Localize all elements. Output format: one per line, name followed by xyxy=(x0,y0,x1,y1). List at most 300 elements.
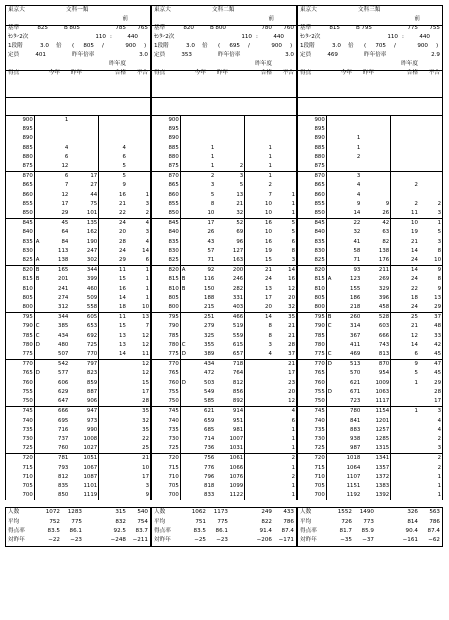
grade-mark xyxy=(34,473,45,482)
table-row xyxy=(152,125,297,134)
score-cell: 825 xyxy=(152,256,181,266)
last-year-cell xyxy=(69,134,98,143)
grade-mark xyxy=(180,303,191,313)
pass-cell: 14 xyxy=(119,351,126,358)
last-year-cell: 13 xyxy=(215,191,244,200)
pass-cell: 10 xyxy=(265,210,272,217)
last-year-cell: 1031 xyxy=(215,444,244,454)
base-a: 815 xyxy=(329,25,340,31)
fail-cell: 20 xyxy=(273,294,297,303)
pass-cell xyxy=(391,426,419,435)
footer-diff xyxy=(5,536,151,546)
fail-cell: 21 xyxy=(127,454,151,464)
score-cell: 805 xyxy=(6,294,35,303)
score-cell: 820 xyxy=(152,266,181,276)
this-year-cell: 12 xyxy=(61,191,69,198)
last-year-cell xyxy=(361,162,390,172)
fail-cell: 10 xyxy=(127,303,151,313)
table-row xyxy=(298,238,443,247)
this-year-cell: 1 xyxy=(45,116,69,126)
table-row xyxy=(6,247,151,256)
last-year-cell: 1061 xyxy=(215,454,244,464)
fail-cell: 35 xyxy=(127,426,151,435)
pass-cell: 3 xyxy=(268,341,272,348)
rate-label: 得点率 xyxy=(154,527,171,534)
fail-cell: 17 xyxy=(127,388,151,397)
score-cell: 725 xyxy=(152,444,181,454)
stage1-open: ( xyxy=(364,43,367,49)
stage1-open: ( xyxy=(218,43,221,49)
last-year-cell: 519 xyxy=(215,322,244,331)
fail-cell: 28 xyxy=(419,388,443,397)
pass-cell: 20 xyxy=(119,229,126,236)
center-row xyxy=(298,33,442,42)
this-year-cell: 389 xyxy=(204,351,215,358)
fail-cell: 15 xyxy=(127,379,151,388)
fail-cell xyxy=(127,116,151,126)
fail-cell xyxy=(419,144,443,153)
score-cell: 860 xyxy=(298,191,327,200)
grade-mark: B xyxy=(326,313,337,323)
score-cell: 865 xyxy=(6,181,35,190)
score-cell: 740 xyxy=(298,417,327,426)
score-cell: 790 xyxy=(152,322,181,331)
score-cell: 755 xyxy=(298,388,327,397)
grade-mark xyxy=(180,191,191,200)
last-year-cell: 1027 xyxy=(69,444,98,454)
column-header-row xyxy=(6,69,150,78)
table-row xyxy=(298,275,443,284)
this-year-cell: 355 xyxy=(204,341,215,348)
last-year-cell: 127 xyxy=(215,247,244,256)
table-row xyxy=(152,313,297,323)
pass-cell: 22 xyxy=(411,285,418,292)
pass-cell xyxy=(391,172,419,182)
grade-mark xyxy=(34,426,45,435)
col-last-year: 昨年 xyxy=(362,70,374,76)
pass-cell xyxy=(245,454,273,464)
table-row xyxy=(152,379,297,388)
grade-mark xyxy=(34,435,45,444)
table-row xyxy=(6,360,151,370)
last-year-cell: 1067 xyxy=(69,464,98,473)
stage1-v2: 900 xyxy=(417,43,428,49)
this-year-cell: 12 xyxy=(61,163,69,170)
pass-cell xyxy=(245,482,273,491)
grade-mark xyxy=(326,209,337,219)
fail-cell xyxy=(273,134,297,143)
col-pass: 合格 xyxy=(260,70,272,76)
grade-mark xyxy=(34,162,45,172)
table-row xyxy=(298,426,443,435)
this-year-cell: 714 xyxy=(204,435,215,442)
last-year-cell xyxy=(215,134,244,143)
pass-cell: 13 xyxy=(265,285,272,292)
grade-mark xyxy=(180,444,191,454)
last-year-cell xyxy=(361,191,390,200)
stage1-v1: 705 xyxy=(375,43,386,49)
grade-mark xyxy=(180,209,191,219)
last-year-cell xyxy=(361,125,390,134)
table-row xyxy=(6,181,151,190)
this-year-cell: 577 xyxy=(58,370,69,377)
last-year-cell: 96 xyxy=(215,238,244,247)
col-prev-year: 昨年度 xyxy=(401,61,418,67)
grade-mark: C xyxy=(181,341,186,348)
grade-mark xyxy=(34,444,45,454)
table-row xyxy=(298,191,443,200)
this-year-cell: 17 xyxy=(191,219,215,229)
prev-year-row xyxy=(298,60,442,69)
pass-cell xyxy=(99,407,127,417)
table-row xyxy=(152,435,297,444)
fail-cell: 8 xyxy=(419,247,443,256)
pass-cell: 4 xyxy=(122,144,126,151)
last-year-cell: 558 xyxy=(69,303,98,313)
score-cell: 850 xyxy=(152,209,181,219)
score-cell: 845 xyxy=(6,219,35,229)
grade-mark xyxy=(326,228,337,237)
table-row xyxy=(6,322,151,331)
last-year-cell: 1392 xyxy=(361,491,390,500)
grade-mark xyxy=(326,379,337,388)
pass-cell: 9 xyxy=(122,182,126,189)
score-cell: 870 xyxy=(6,172,35,182)
score-cell: 840 xyxy=(298,228,327,237)
table-row xyxy=(6,275,151,284)
last-year-cell: 797 xyxy=(69,360,98,370)
score-cell: 815 xyxy=(152,275,181,284)
table-row xyxy=(152,388,297,397)
this-year-cell: 26 xyxy=(207,229,215,236)
table-row xyxy=(298,407,443,417)
score-cell: 880 xyxy=(6,153,35,162)
grade-mark: A xyxy=(35,238,40,245)
this-year-cell: 411 xyxy=(350,341,361,348)
fail-cell: 5 xyxy=(419,228,443,237)
table-row xyxy=(6,417,151,426)
score-cell: 765 xyxy=(6,369,35,378)
last-year-cell: 1122 xyxy=(215,491,244,500)
table-row xyxy=(298,473,443,482)
score-cell: 825 xyxy=(298,256,327,266)
last-year-cell xyxy=(69,144,98,153)
grade-mark xyxy=(180,313,191,323)
last-year-cell: 528 xyxy=(361,313,390,323)
grade-mark xyxy=(34,200,45,209)
base-a: 825 xyxy=(37,25,48,31)
stage1-slash: / xyxy=(248,43,250,49)
avg-this-year: 751 xyxy=(195,518,206,525)
score-cell: 770 xyxy=(6,360,35,370)
grade-mark: B xyxy=(181,276,186,283)
score-table xyxy=(297,115,443,500)
hdr-sep xyxy=(298,97,442,98)
fail-cell: 1 xyxy=(127,285,151,294)
diff-fail: −62 xyxy=(428,537,440,544)
fail-cell: 9 xyxy=(127,491,151,500)
prev-label: 前 xyxy=(268,16,274,22)
pass-cell xyxy=(391,435,419,444)
score-cell: 850 xyxy=(6,209,35,219)
this-year-cell: 2 xyxy=(191,172,215,182)
score-cell: 725 xyxy=(6,444,35,454)
grade-mark xyxy=(326,125,337,134)
pass-cell: 1 xyxy=(268,153,272,160)
last-year-cell: 509 xyxy=(69,294,98,303)
diff-this-year: −22 xyxy=(48,537,60,544)
fail-cell: 10 xyxy=(419,256,443,266)
grade-mark: D xyxy=(181,379,186,386)
this-year-cell xyxy=(337,162,361,172)
grade-mark: C xyxy=(327,323,332,330)
fail-cell: 21 xyxy=(273,322,297,331)
score-cell: 835 xyxy=(298,238,327,247)
score-cell: 890 xyxy=(6,134,35,143)
last-year-cell: 770 xyxy=(69,350,98,360)
score-cell: 820 xyxy=(298,266,327,276)
score-cell: 755 xyxy=(152,388,181,397)
table-row xyxy=(298,482,443,491)
hdr-sep xyxy=(6,97,150,98)
last-year-cell: 951 xyxy=(215,417,244,426)
this-year-cell: 45 xyxy=(45,219,69,229)
this-year-cell: 5 xyxy=(210,191,215,198)
last-year-cell: 135 xyxy=(69,219,98,229)
base-d: 760 xyxy=(283,25,294,31)
fail-cell: 3 xyxy=(127,228,151,237)
pass-cell xyxy=(99,454,127,464)
last-year-cell: 329 xyxy=(361,285,390,294)
this-year-cell: 666 xyxy=(45,407,69,417)
diff-label: 対昨年 xyxy=(154,537,171,544)
this-year-cell: 251 xyxy=(191,313,215,323)
grade-mark xyxy=(34,247,45,256)
this-year-cell: 274 xyxy=(58,294,69,301)
table-row xyxy=(6,294,151,303)
grade-mark xyxy=(326,426,337,435)
people-this-year: 1552 xyxy=(337,509,352,516)
pass-cell: 18 xyxy=(119,304,126,311)
score-cell: 810 xyxy=(298,285,327,294)
table-row xyxy=(152,134,297,143)
last-ratio-label: 昨年倍率 xyxy=(218,52,241,58)
last-year-cell: 1383 xyxy=(361,482,390,491)
last-year-cell: 892 xyxy=(215,397,244,407)
score-cell: 710 xyxy=(6,473,35,482)
grade-mark xyxy=(180,238,191,247)
last-year-cell: 1119 xyxy=(69,491,98,500)
score-cell: 885 xyxy=(298,144,327,153)
pass-cell: 6 xyxy=(122,153,126,160)
diff-pass: −206 xyxy=(256,537,272,544)
fail-cell xyxy=(127,125,151,134)
grade-mark xyxy=(180,134,191,143)
score-cell: 760 xyxy=(152,379,181,388)
this-year-cell: 542 xyxy=(45,360,69,370)
last-year-cell: 5 xyxy=(215,181,244,190)
this-year-cell: 385 xyxy=(58,323,69,330)
last-year-cell: 466 xyxy=(215,313,244,323)
table-row xyxy=(6,153,151,162)
this-year-cell xyxy=(45,125,69,134)
score-cell: 715 xyxy=(6,464,35,473)
prev-label: 前 xyxy=(414,16,420,22)
fail-cell: 42 xyxy=(419,341,443,350)
table-row xyxy=(298,322,443,331)
this-year-cell: 780 xyxy=(337,407,361,417)
score-cell: 755 xyxy=(6,388,35,397)
score-cell: 820 xyxy=(6,266,35,276)
score-cell: 730 xyxy=(6,435,35,444)
fail-cell: 1 xyxy=(273,444,297,454)
base-d: 755 xyxy=(429,25,440,31)
fail-cell xyxy=(273,116,297,126)
pass-cell xyxy=(391,134,419,143)
grade-mark: D xyxy=(35,341,40,348)
pass-cell xyxy=(391,162,419,172)
pass-cell: 16 xyxy=(119,191,126,198)
table-row xyxy=(298,228,443,237)
fail-cell: 14 xyxy=(273,266,297,276)
score-cell: 805 xyxy=(152,294,181,303)
stage1-unit: 倍 xyxy=(56,43,62,49)
base-c: 780 xyxy=(261,25,272,31)
center-ratio-2: 440 xyxy=(273,34,284,40)
pass-cell xyxy=(245,407,273,417)
stage1-slash: / xyxy=(102,43,104,49)
center-sep: : xyxy=(256,34,258,40)
rate-this-year: 81.7 xyxy=(339,527,352,534)
rate-fail: 87.4 xyxy=(281,527,294,534)
grade-mark xyxy=(326,491,337,500)
table-row xyxy=(152,491,297,500)
score-cell: 845 xyxy=(152,219,181,229)
table-row xyxy=(6,379,151,388)
grade-mark xyxy=(326,397,337,407)
stage1-v1: 695 xyxy=(229,43,240,49)
score-cell: 745 xyxy=(152,407,181,417)
stage1-mult: 3.0 xyxy=(186,43,195,49)
column-header-row xyxy=(152,69,296,78)
pass-cell: 5 xyxy=(99,172,127,182)
table-row xyxy=(152,247,297,256)
table-row xyxy=(6,332,151,341)
table-row xyxy=(6,228,151,237)
fail-cell: 6 xyxy=(127,256,151,266)
this-year-cell: 695 xyxy=(58,417,69,424)
col-fail: 不合 xyxy=(136,70,148,76)
pass-cell: 9 xyxy=(391,360,419,370)
this-year-cell: 1192 xyxy=(346,492,361,499)
pass-cell xyxy=(245,435,273,444)
grade-mark xyxy=(180,256,191,266)
pass-cell: 12 xyxy=(411,332,418,339)
grade-mark xyxy=(180,369,191,378)
last-year-cell xyxy=(361,134,390,143)
table-row xyxy=(298,294,443,303)
score-cell: 835 xyxy=(6,238,35,247)
this-year-cell: 215 xyxy=(204,304,215,311)
avg-pass: 822 xyxy=(261,518,272,525)
fail-cell: 23 xyxy=(273,379,297,388)
score-cell: 800 xyxy=(6,303,35,313)
diff-fail: −171 xyxy=(278,537,294,544)
pass-cell: 10 xyxy=(265,200,272,207)
grade-mark xyxy=(34,181,45,190)
this-year-cell: 1107 xyxy=(346,473,361,480)
col-fail: 不合 xyxy=(282,70,294,76)
table-row xyxy=(298,397,443,407)
last-year-cell: 605 xyxy=(69,313,98,323)
center-ratio-2: 440 xyxy=(127,34,138,40)
fail-cell: 1 xyxy=(273,191,297,200)
table-row xyxy=(298,181,443,190)
score-cell: 735 xyxy=(152,426,181,435)
table-row xyxy=(152,228,297,237)
last-year-cell: 603 xyxy=(361,322,390,331)
table-row xyxy=(298,303,443,313)
pass-cell xyxy=(245,369,273,378)
score-cell: 715 xyxy=(152,464,181,473)
this-year-cell: 113 xyxy=(58,247,69,254)
table-row xyxy=(6,162,151,172)
grade-mark xyxy=(34,285,45,294)
this-year-cell: 92 xyxy=(191,266,215,276)
table-row xyxy=(152,369,297,378)
quota-value: 469 xyxy=(327,52,338,58)
grade-mark xyxy=(326,407,337,417)
base-grade: B xyxy=(210,25,214,31)
this-year-cell: 1 xyxy=(210,144,215,151)
prev-label: 前 xyxy=(122,16,128,22)
score-cell: 865 xyxy=(298,181,327,190)
grade-mark xyxy=(326,191,337,200)
table-row xyxy=(152,285,297,294)
people-last-year: 1173 xyxy=(213,509,228,516)
last-year-cell: 1315 xyxy=(361,444,390,454)
fail-cell: 6 xyxy=(273,417,297,426)
this-year-cell: 188 xyxy=(204,294,215,301)
fail-cell: 37 xyxy=(273,350,297,360)
panel-footer xyxy=(151,507,297,547)
this-year-cell: 818 xyxy=(204,482,215,489)
table-row xyxy=(152,350,297,360)
last-year-cell: 1009 xyxy=(361,379,390,388)
people-last-year: 1490 xyxy=(359,509,374,516)
last-year-cell xyxy=(69,153,98,162)
grade-mark xyxy=(180,153,191,162)
grade-mark xyxy=(180,332,191,341)
last-year-cell: 812 xyxy=(215,379,244,388)
score-cell: 840 xyxy=(152,228,181,237)
stage1-v2: 900 xyxy=(125,43,136,49)
score-cell: 780 xyxy=(6,341,35,350)
grade-mark xyxy=(34,407,45,417)
table-row xyxy=(298,491,443,500)
table-row xyxy=(298,454,443,464)
last-year-cell: 3 xyxy=(215,172,244,182)
fail-cell: 1 xyxy=(419,491,443,500)
score-cell: 775 xyxy=(152,350,181,360)
fail-cell: 8 xyxy=(273,247,297,256)
fail-cell: 3 xyxy=(419,407,443,417)
col-pass: 合格 xyxy=(114,70,126,76)
score-cell: 700 xyxy=(152,491,181,500)
grade-mark xyxy=(180,125,191,134)
table-row xyxy=(152,397,297,407)
stage1-close: ) xyxy=(144,43,147,49)
